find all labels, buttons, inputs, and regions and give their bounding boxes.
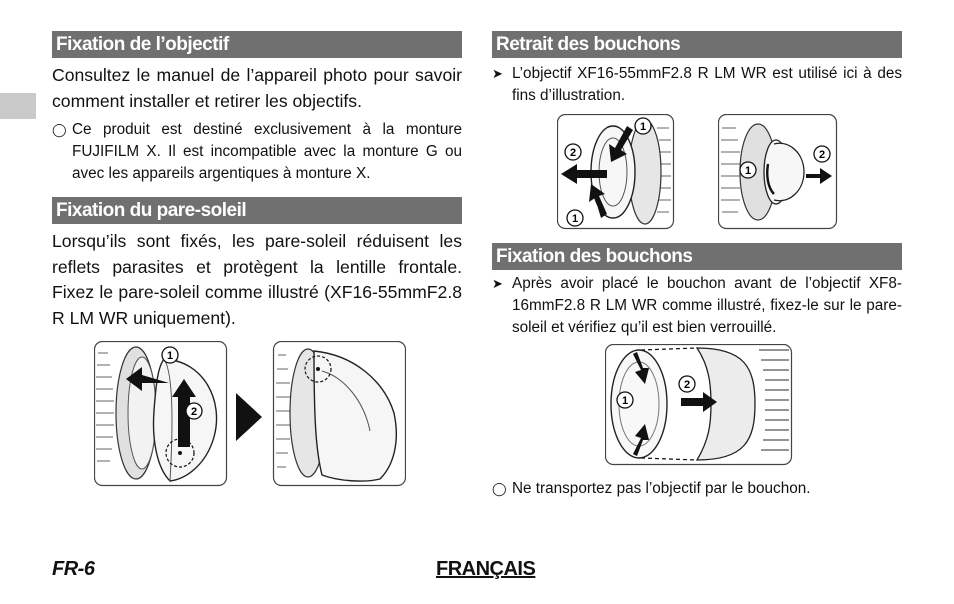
figure-cap-attach <box>605 344 793 466</box>
paragraph-pare-soleil: Lorsqu’ils sont fixés, les pare-soleil réduisent les reflets parasites et protègent la lentille frontale. Fixez le pare-soleil comme illustré (XF16-55mmF2.8 R LM WR uniquement). <box>52 231 462 328</box>
language-label: FRANÇAIS <box>436 558 536 580</box>
figure-rear-cap-removal <box>718 114 838 230</box>
heading-fixation-bouchons: Fixation des bouchons <box>492 243 902 270</box>
caution-icon: ◯ <box>52 122 67 137</box>
tip-note-fixation: ➤ Après avoir placé le bouchon avant de l’objectif XF8-16mmF2.8 R LM WR comme illustré, fixez-le sur le pare-soleil et vérifiez qu’il est bien verrouillé. <box>492 275 902 336</box>
front-cap-step-1-top-label: 1 <box>639 121 647 133</box>
caution-note-monture: ◯ Ce produit est destiné exclusivement à la monture FUJIFILM X. Il est incompatible avec la monture G ou avec les appareils argentiques à monture X. <box>52 121 462 182</box>
front-cap-step-1-bottom-label: 1 <box>571 213 579 225</box>
front-cap-step-2-label: 2 <box>569 147 577 159</box>
heading-fixation-pare-soleil: Fixation du pare-soleil <box>52 197 462 224</box>
attach-step-2-label: 2 <box>683 379 691 391</box>
hood-panel-after <box>274 342 406 486</box>
figure-front-cap-removal <box>557 114 675 230</box>
heading-fixation-objectif: Fixation de l’objectif <box>52 31 462 58</box>
next-step-arrow-icon <box>236 393 262 441</box>
attach-step-1-label: 1 <box>621 395 629 407</box>
rear-cap-step-1-label: 1 <box>744 165 752 177</box>
tip-icon: ➤ <box>492 66 503 81</box>
hood-panel-before <box>95 342 227 486</box>
tip-icon: ➤ <box>492 276 503 291</box>
paragraph-objectif: Consultez le manuel de l’appareil photo pour savoir comment installer et retirer les objectifs. <box>52 65 462 111</box>
tip-note-illustration: ➤ L’objectif XF16-55mmF2.8 R LM WR est utilisé ici à des fins d’illustration. <box>492 65 902 104</box>
caution-note-transport: ◯ Ne transportez pas l’objectif par le bouchon. <box>492 478 902 500</box>
section-tab-marker <box>0 93 36 119</box>
page-number: FR-6 <box>52 558 95 580</box>
rear-cap-step-2-label: 2 <box>818 149 826 161</box>
hood-step-2-label: 2 <box>190 406 198 418</box>
heading-retrait-bouchons: Retrait des bouchons <box>492 31 902 58</box>
figure-lens-hood <box>94 341 406 487</box>
caution-icon: ◯ <box>492 481 507 496</box>
hood-step-1-label: 1 <box>166 350 174 362</box>
